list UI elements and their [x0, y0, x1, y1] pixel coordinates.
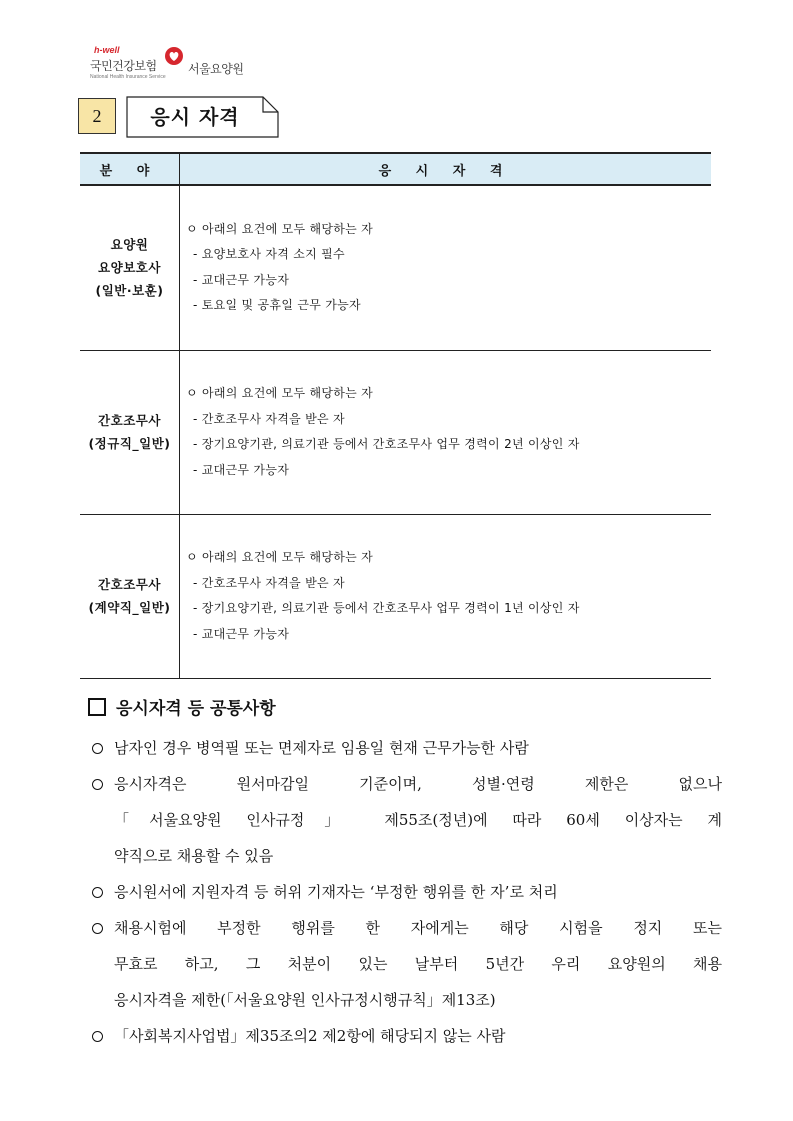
category-line: (일반·보훈) [95, 283, 164, 299]
logo [86, 44, 266, 86]
logo-hwell: h-well [94, 45, 120, 55]
requirement-item: - 장기요양기관, 의료기관 등에서 간호조무사 업무 경력이 1년 이상인 자 [193, 601, 580, 615]
header-qualification: 응 시 자 격 [180, 153, 712, 185]
category-line: 간호조무사 [98, 577, 161, 592]
list-item-line: 채용시험에 부정한 행위를 한 자에게는 해당 시험을 정지 또는 [114, 919, 722, 937]
row-requirements [180, 185, 712, 350]
requirement-item: - 교대근무 가능자 [193, 626, 290, 641]
requirement-item: - 교대근무 가능자 [193, 272, 290, 287]
list-item-line: 약직으로 채용할 수 있음 [114, 847, 274, 865]
list-item-line: 무효로 하고, 그 처분이 있는 날부터 5년간 우리 요양원의 채용 [114, 955, 722, 973]
list-item [92, 730, 722, 766]
list-item-line: 「사회복지사업법」제35조의2 제2항에 해당되지 않는 사람 [114, 1027, 506, 1045]
category-line: 간호조무사 [98, 413, 161, 428]
header-field: 분 야 [80, 153, 180, 185]
category-line: 요양보호사 [98, 260, 161, 276]
list-item-line: 응시원서에 지원자격 등 허위 기재자는 ‘부정한 행위를 한 자’로 처리 [114, 883, 558, 901]
section-title-box [126, 96, 280, 138]
section-title: 응시 자격 [150, 104, 240, 129]
category-line: 요양원 [110, 237, 149, 253]
requirement-lead: ㅇ 아래의 요건에 모두 해당하는 자 [186, 550, 374, 564]
category-line: (정규직_일반) [88, 436, 171, 451]
row-requirements [180, 514, 712, 678]
circle-bullet-icon [92, 1031, 103, 1042]
requirement-item: - 간호조무사 자격을 받은 자 [193, 575, 345, 590]
requirement-lead: ㅇ 아래의 요건에 모두 해당하는 자 [186, 386, 374, 400]
requirement-lead: ㅇ 아래의 요건에 모두 해당하는 자 [186, 221, 374, 236]
circle-bullet-icon [92, 743, 103, 754]
row-requirements [180, 350, 712, 514]
square-bullet-icon [88, 698, 106, 716]
requirement-item: - 간호조무사 자격을 받은 자 [193, 411, 345, 426]
table-row [80, 350, 711, 514]
list-item-line: 응시자격은 원서마감일 기준이며, 성별·연령 제한은 없으나 [114, 775, 722, 793]
list-item [92, 1018, 722, 1054]
row-category [80, 514, 180, 678]
list-item-line: 「서울요양원 인사규정」 제55조(정년)에 따라 60세 이상자는 계 [114, 811, 722, 829]
list-item [92, 874, 722, 910]
requirement-item: - 토요일 및 공휴일 근무 가능자 [193, 298, 361, 313]
logo-org-name-en: National Health Insurance Service [90, 74, 166, 80]
logo-center-name: 서울요양원 [188, 62, 244, 76]
common-heading-text: 응시자격 등 공통사항 [116, 699, 276, 719]
common-list [92, 730, 722, 1054]
category-line: (계약직_일반) [88, 600, 171, 615]
table-row [80, 185, 711, 350]
logo-org-name: 국민건강보험 [90, 59, 157, 73]
requirement-item: - 교대근무 가능자 [193, 462, 290, 477]
row-category [80, 350, 180, 514]
section-number: 2 [78, 98, 116, 134]
qualification-table [80, 152, 711, 679]
list-item-line: 남자인 경우 병역필 또는 면제자로 임용일 현재 근무가능한 사람 [114, 739, 529, 757]
circle-bullet-icon [92, 923, 103, 934]
requirement-item: - 장기요양기관, 의료기관 등에서 간호조무사 업무 경력이 2년 이상인 자 [193, 437, 580, 451]
circle-bullet-icon [92, 779, 103, 790]
requirement-item: - 요양보호사 자격 소지 필수 [193, 247, 345, 262]
heart-logo-icon [164, 46, 184, 66]
row-category [80, 185, 180, 350]
common-heading [88, 694, 276, 719]
circle-bullet-icon [92, 887, 103, 898]
table-header-row [80, 153, 711, 185]
list-item [92, 766, 722, 874]
table-row [80, 514, 711, 678]
list-item-line: 응시자격을 제한(「서울요양원 인사규정시행규칙」제13조) [114, 991, 496, 1009]
list-item [92, 910, 722, 1018]
